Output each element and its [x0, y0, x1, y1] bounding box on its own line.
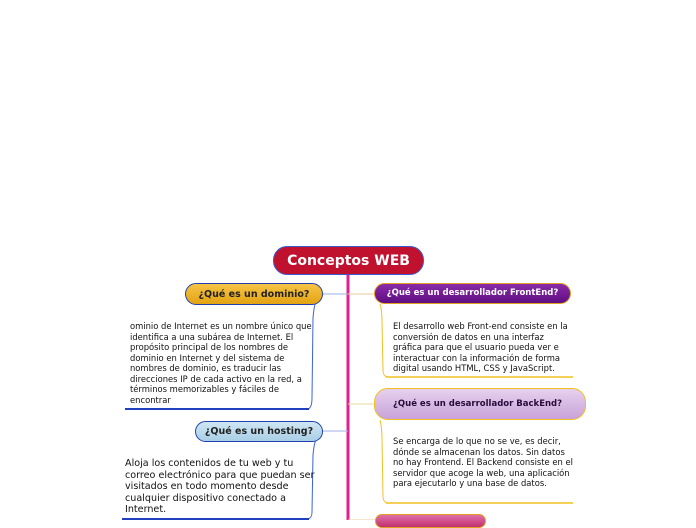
topic-frontend[interactable] — [374, 283, 571, 304]
topic-dominio-description: ominio de Internet es un nombre único que identifica a una subárea de Internet. El propósito principal de los nombres de dominio en Internet y del sistema de nombres de dominio, es traducir las direcciones IP de cada activo en la red, a términos memorizables y fáciles de encontrar — [130, 321, 312, 405]
topic-frontend-description: El desarrollo web Front-end consiste en la conversión de datos en una interfaz gráfica para que el usuario pueda ver e interactuar con la información de forma digital usando HTML, CSS y JavaScript. — [393, 321, 568, 373]
topic-frontend-label: ¿Qué es un desarrollador FrontEnd? — [386, 288, 559, 298]
central-topic-label: Conceptos WEB — [287, 252, 410, 269]
topic-hosting-label: ¿Qué es un hosting? — [204, 426, 314, 437]
topic-backend-label: ¿Qué es un desarrollador BackEnd? — [393, 398, 563, 409]
topic-partially-visible[interactable] — [375, 514, 486, 528]
central-topic[interactable] — [273, 246, 424, 275]
topic-backend-description: Se encarga de lo que no se ve, es decir, dónde se almacenan los datos. Sin datos no hay Frontend. El Backend consiste en el servidor que acoge la web, una aplicación para ejecutarlo y una base de datos. — [393, 436, 573, 488]
topic-dominio-label: ¿Qué es un dominio? — [198, 288, 310, 300]
topic-backend[interactable] — [374, 388, 586, 420]
topic-hosting-description: Aloja los contenidos de tu web y tu correo electrónico para que puedan ser visitados en todo momento desde cualquier dispositivo conectado a Internet. — [125, 458, 315, 516]
topic-hosting[interactable] — [195, 421, 323, 442]
topic-dominio[interactable] — [185, 283, 323, 305]
